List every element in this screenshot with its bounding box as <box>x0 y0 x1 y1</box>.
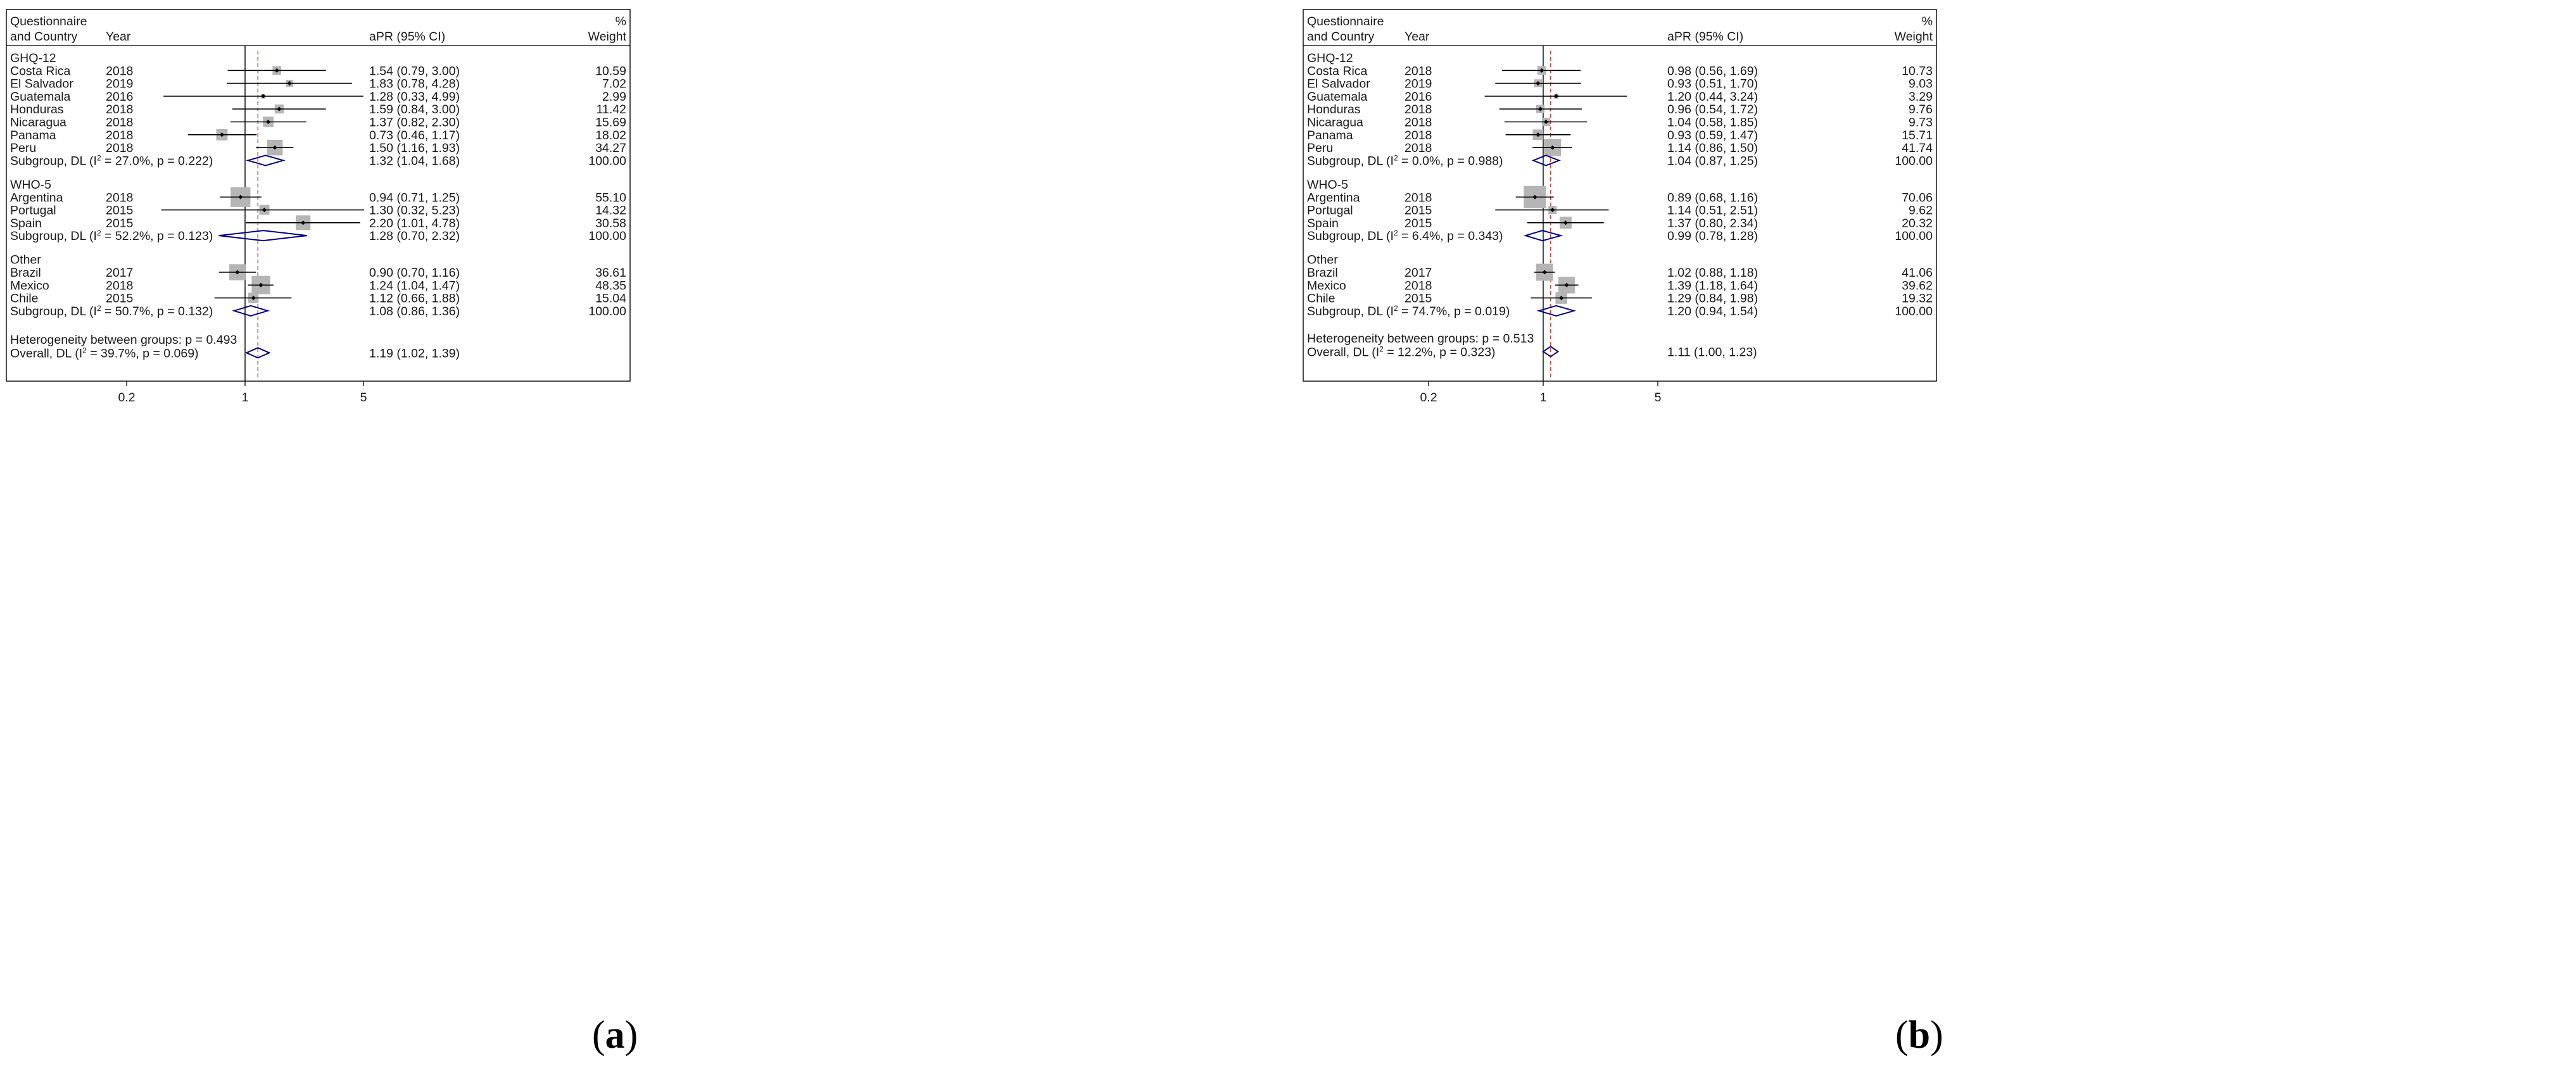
study-ci: 1.14 (0.51, 2.51) <box>1667 203 1758 218</box>
overall-label <box>1307 344 1496 359</box>
header-country: and Country <box>10 30 78 44</box>
overall-label-suffix: = 39.7%, p = 0.069) <box>86 346 199 361</box>
header-weight: Weight <box>1894 30 1933 44</box>
study-year: 2018 <box>106 279 134 293</box>
study-year: 2017 <box>106 266 134 280</box>
study-ci: 1.04 (0.58, 1.85) <box>1667 115 1758 130</box>
study-weight: 19.32 <box>1902 291 1933 306</box>
study-ci: 1.12 (0.66, 1.88) <box>369 291 460 306</box>
subgroup-label-superscript: 2 <box>96 153 101 163</box>
subgroup-label-prefix: Subgroup, DL (I <box>1307 154 1394 168</box>
study-weight: 18.02 <box>595 128 626 142</box>
study-country: Portugal <box>10 203 56 218</box>
subgroup-label-prefix: Subgroup, DL (I <box>10 154 97 168</box>
study-ci: 1.37 (0.80, 2.34) <box>1667 216 1758 230</box>
subgroup-weight: 100.00 <box>588 304 626 318</box>
overall-label-suffix: = 12.2%, p = 0.323) <box>1383 345 1496 360</box>
study-weight: 41.06 <box>1902 266 1933 280</box>
study-weight: 10.73 <box>1902 64 1933 79</box>
header-apr: aPR (95% CI) <box>369 30 446 44</box>
panel-label-a: (a) <box>592 1014 638 1057</box>
study-weight: 34.27 <box>595 141 626 156</box>
study-year: 2016 <box>1405 89 1432 104</box>
study-weight: 9.62 <box>1909 203 1933 218</box>
study-year: 2019 <box>106 77 134 91</box>
study-country: Panama <box>1307 128 1353 142</box>
header-country: and Country <box>1307 30 1375 44</box>
study-weight: 48.35 <box>595 279 626 293</box>
subgroup-label <box>10 153 213 168</box>
overall-ci: 1.11 (1.00, 1.23) <box>1667 345 1757 360</box>
overall-label-prefix: Overall, DL (I <box>10 346 83 361</box>
study-year: 2018 <box>106 141 134 156</box>
study-ci: 1.14 (0.86, 1.50) <box>1667 141 1758 156</box>
overall-label-prefix: Overall, DL (I <box>1307 345 1380 360</box>
study-ci: 0.94 (0.71, 1.25) <box>369 191 460 205</box>
study-year: 2018 <box>1405 64 1432 79</box>
study-ci: 1.24 (1.04, 1.47) <box>369 279 460 293</box>
subgroup-ci: 1.08 (0.86, 1.36) <box>369 304 460 318</box>
plot-frame <box>1303 9 1936 381</box>
x-tick-label: 5 <box>1654 391 1662 405</box>
study-country: Nicaragua <box>1307 115 1363 130</box>
subgroup-label-prefix: Subgroup, DL (I <box>10 304 97 318</box>
study-year: 2018 <box>1405 115 1432 130</box>
study-year: 2019 <box>1405 77 1432 91</box>
subgroup-weight: 100.00 <box>1895 229 1933 244</box>
subgroup-label-suffix: = 74.7%, p = 0.019) <box>1398 304 1510 318</box>
study-weight: 9.03 <box>1909 77 1933 91</box>
study-year: 2018 <box>1405 279 1432 293</box>
study-ci: 0.93 (0.59, 1.47) <box>1667 128 1758 142</box>
study-year: 2018 <box>106 103 134 117</box>
study-country: Costa Rica <box>1307 64 1368 79</box>
group-label: Other <box>10 253 41 267</box>
study-country: Portugal <box>1307 203 1353 218</box>
study-year: 2018 <box>1405 141 1432 156</box>
study-weight: 2.99 <box>602 89 626 104</box>
subgroup-ci: 1.04 (0.87, 1.25) <box>1667 154 1758 168</box>
subgroup-label <box>1307 229 1503 243</box>
study-country: Chile <box>10 291 39 306</box>
study-country: Peru <box>1307 141 1334 156</box>
x-tick-label: 1 <box>1539 391 1547 405</box>
subgroup-weight: 100.00 <box>1895 154 1933 168</box>
group-label: WHO-5 <box>10 177 51 192</box>
study-year: 2018 <box>106 128 134 142</box>
panel-label-b: (b) <box>1895 1014 1943 1057</box>
study-country: Panama <box>10 128 56 142</box>
study-weight: 10.59 <box>595 64 626 79</box>
study-country: Brazil <box>1307 266 1338 280</box>
study-weight: 7.02 <box>602 77 626 91</box>
study-ci: 0.98 (0.56, 1.69) <box>1667 64 1758 79</box>
subgroup-label <box>1307 304 1510 318</box>
subgroup-label-superscript: 2 <box>96 229 101 238</box>
x-tick-label: 5 <box>360 391 367 405</box>
subgroup-label-prefix: Subgroup, DL (I <box>10 229 97 244</box>
study-country: Brazil <box>10 266 41 280</box>
study-weight: 15.04 <box>595 291 626 306</box>
header-apr: aPR (95% CI) <box>1667 30 1744 44</box>
forest-plot-b-svg <box>1297 0 2576 1075</box>
subgroup-label <box>1307 153 1503 168</box>
study-weight: 41.74 <box>1902 141 1933 156</box>
study-year: 2018 <box>1405 128 1432 142</box>
study-weight: 11.42 <box>596 103 626 117</box>
study-country: Mexico <box>1307 279 1346 293</box>
study-year: 2015 <box>106 291 134 306</box>
study-weight: 30.58 <box>595 216 626 230</box>
plot-frame <box>6 9 630 381</box>
forest-plot-panel-a <box>0 0 1279 1075</box>
subgroup-label-suffix: = 52.2%, p = 0.123) <box>101 229 213 244</box>
study-country: Honduras <box>1307 103 1361 117</box>
study-country: El Salvador <box>10 77 73 91</box>
study-weight: 15.71 <box>1902 128 1933 142</box>
study-ci: 1.37 (0.82, 2.30) <box>369 115 460 130</box>
subgroup-label-superscript: 2 <box>1393 153 1398 163</box>
overall-label-superscript: 2 <box>82 346 87 355</box>
study-country: El Salvador <box>1307 77 1370 91</box>
subgroup-label-suffix: = 27.0%, p = 0.222) <box>101 154 213 168</box>
subgroup-diamond <box>248 155 284 165</box>
header-weight: Weight <box>588 30 626 44</box>
subgroup-label-suffix: = 6.4%, p = 0.343) <box>1398 229 1503 244</box>
study-ci: 1.28 (0.33, 4.99) <box>369 89 460 104</box>
study-weight: 20.32 <box>1902 216 1933 230</box>
study-year: 2015 <box>106 216 134 230</box>
subgroup-ci: 1.28 (0.70, 2.32) <box>369 229 460 244</box>
study-country: Nicaragua <box>10 115 66 130</box>
study-ci: 1.50 (1.16, 1.93) <box>369 141 460 156</box>
header-questionnaire: Questionnaire <box>10 15 87 28</box>
study-ci: 0.93 (0.51, 1.70) <box>1667 77 1758 91</box>
study-ci: 1.02 (0.88, 1.18) <box>1667 266 1758 280</box>
header-year: Year <box>106 30 131 44</box>
study-ci: 1.54 (0.79, 3.00) <box>369 64 460 79</box>
subgroup-diamond <box>219 230 307 241</box>
study-country: Guatemala <box>10 89 71 104</box>
study-weight: 36.61 <box>595 266 626 280</box>
study-year: 2018 <box>106 115 134 130</box>
header-percent: % <box>615 15 626 28</box>
study-year: 2018 <box>1405 103 1432 117</box>
study-country: Costa Rica <box>10 64 71 79</box>
subgroup-label-suffix: = 50.7%, p = 0.132) <box>101 304 213 318</box>
subgroup-label-prefix: Subgroup, DL (I <box>1307 304 1394 318</box>
forest-plot-a-svg <box>0 0 1279 1075</box>
study-year: 2015 <box>1405 291 1432 306</box>
subgroup-label-superscript: 2 <box>1393 303 1398 313</box>
subgroup-label-suffix: = 0.0%, p = 0.988) <box>1398 154 1503 168</box>
x-tick-label: 0.2 <box>118 391 136 405</box>
subgroup-label-prefix: Subgroup, DL (I <box>1307 229 1394 244</box>
subgroup-label <box>10 304 213 318</box>
header-percent: % <box>1921 15 1933 28</box>
study-weight: 70.06 <box>1902 191 1933 205</box>
study-ci: 0.89 (0.68, 1.16) <box>1667 191 1758 205</box>
study-year: 2017 <box>1405 266 1432 280</box>
study-year: 2015 <box>106 203 134 218</box>
subgroup-diamond <box>1533 155 1559 165</box>
study-weight: 9.73 <box>1909 115 1933 130</box>
study-weight: 15.69 <box>595 115 626 130</box>
header-questionnaire: Questionnaire <box>1307 15 1384 28</box>
x-tick-label: 1 <box>241 391 249 405</box>
subgroup-weight: 100.00 <box>588 229 626 244</box>
subgroup-weight: 100.00 <box>1895 304 1933 318</box>
study-country: Honduras <box>10 103 64 117</box>
group-label: Other <box>1307 253 1338 267</box>
study-year: 2018 <box>106 191 134 205</box>
study-country: Mexico <box>10 279 49 293</box>
study-ci: 1.59 (0.84, 3.00) <box>369 103 460 117</box>
study-ci: 2.20 (1.01, 4.78) <box>369 216 460 230</box>
forest-plot-panel-b <box>1297 0 2576 1075</box>
group-label: GHQ-12 <box>10 51 56 65</box>
study-year: 2015 <box>1405 203 1432 218</box>
group-label: GHQ-12 <box>1307 51 1353 65</box>
study-weight: 14.32 <box>595 203 626 218</box>
subgroup-ci: 1.20 (0.94, 1.54) <box>1667 304 1758 318</box>
study-country: Guatemala <box>1307 89 1368 104</box>
subgroup-ci: 1.32 (1.04, 1.68) <box>369 154 460 168</box>
study-year: 2015 <box>1405 216 1432 230</box>
study-ci: 1.39 (1.18, 1.64) <box>1667 279 1758 293</box>
header-year: Year <box>1405 30 1430 44</box>
x-tick-label: 0.2 <box>1420 391 1437 405</box>
subgroup-label <box>10 229 213 243</box>
group-label: WHO-5 <box>1307 177 1348 192</box>
study-ci: 0.73 (0.46, 1.17) <box>369 128 460 142</box>
study-ci: 1.30 (0.32, 5.23) <box>369 203 460 218</box>
study-year: 2018 <box>106 64 134 79</box>
overall-label-superscript: 2 <box>1379 344 1384 354</box>
study-country: Argentina <box>10 191 63 205</box>
heterogeneity-text: Heterogeneity between groups: p = 0.493 <box>10 333 237 347</box>
study-ci: 0.90 (0.70, 1.16) <box>369 266 460 280</box>
overall-ci: 1.19 (1.02, 1.39) <box>369 346 460 361</box>
study-weight: 9.76 <box>1909 103 1933 117</box>
study-ci: 1.20 (0.44, 3.24) <box>1667 89 1758 104</box>
study-country: Spain <box>10 216 42 230</box>
study-weight: 55.10 <box>595 191 626 205</box>
subgroup-label-superscript: 2 <box>96 303 101 313</box>
subgroup-weight: 100.00 <box>588 154 626 168</box>
study-weight: 3.29 <box>1909 89 1933 104</box>
study-weight: 39.62 <box>1902 279 1933 293</box>
study-year: 2018 <box>1405 191 1432 205</box>
study-country: Spain <box>1307 216 1339 230</box>
study-ci: 1.83 (0.78, 4.28) <box>369 77 460 91</box>
study-country: Chile <box>1307 291 1335 306</box>
heterogeneity-text: Heterogeneity between groups: p = 0.513 <box>1307 332 1534 346</box>
subgroup-diamond <box>1539 306 1574 316</box>
subgroup-diamond <box>234 306 267 316</box>
overall-label <box>10 346 199 360</box>
subgroup-ci: 0.99 (0.78, 1.28) <box>1667 229 1758 244</box>
subgroup-label-superscript: 2 <box>1393 229 1398 238</box>
study-ci: 1.29 (0.84, 1.98) <box>1667 291 1758 306</box>
study-year: 2016 <box>106 89 134 104</box>
study-country: Peru <box>10 141 37 156</box>
study-country: Argentina <box>1307 191 1360 205</box>
study-ci: 0.96 (0.54, 1.72) <box>1667 103 1758 117</box>
